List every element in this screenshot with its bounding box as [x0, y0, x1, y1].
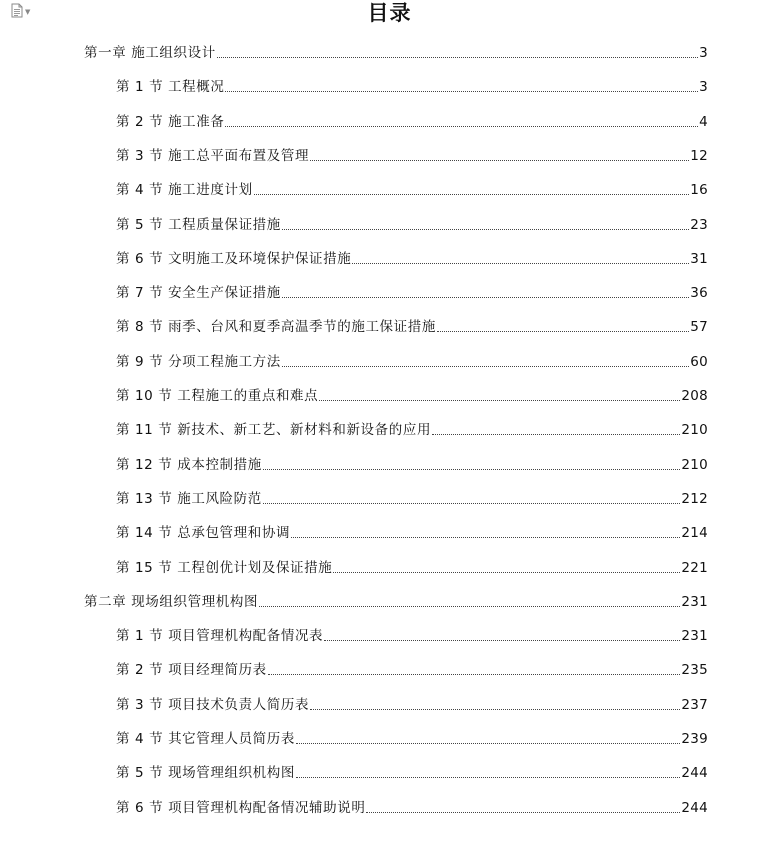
toc-entry-label: 第二章 现场组织管理机构图 — [84, 593, 259, 610]
toc-section-entry[interactable] — [116, 318, 708, 336]
toc-section-entry[interactable] — [116, 284, 708, 302]
toc-dot-leader — [352, 263, 689, 264]
toc-dot-leader — [366, 812, 680, 813]
toc-page-number: 235 — [681, 662, 708, 679]
toc-page-number: 231 — [681, 593, 708, 610]
toc-dot-leader — [282, 229, 689, 230]
toc-dot-leader — [225, 126, 698, 127]
toc-entry-label: 第 1 节 工程概况 — [116, 79, 225, 96]
toc-entry-label: 第一章 施工组织设计 — [84, 45, 216, 61]
toc-page-number: 244 — [681, 765, 708, 782]
toc-entry-label: 第 5 节 工程质量保证措施 — [116, 216, 281, 233]
toc-page-number: 221 — [681, 559, 708, 576]
toc-page-number: 239 — [681, 731, 708, 747]
toc-dot-leader — [291, 537, 680, 538]
toc-page-number: 210 — [681, 456, 708, 473]
toc-entry-label: 第 2 节 项目经理简历表 — [116, 662, 267, 679]
toc-section-entry[interactable] — [116, 216, 708, 234]
toc-section-entry[interactable] — [116, 764, 708, 782]
toc-entry-label: 第 5 节 现场管理组织机构图 — [116, 765, 295, 782]
toc-page-number: 3 — [699, 79, 708, 96]
toc-page-number: 36 — [690, 285, 708, 302]
toc-dot-leader — [324, 640, 680, 641]
toc-page-number: 16 — [690, 182, 708, 199]
toc-page-number: 231 — [681, 628, 708, 645]
toc-section-entry[interactable] — [116, 490, 708, 508]
toc-section-entry[interactable] — [116, 78, 708, 96]
toc-section-entry[interactable] — [116, 524, 708, 542]
toc-dot-leader — [217, 57, 698, 58]
toc-entry-label: 第 3 节 项目技术负责人简历表 — [116, 696, 310, 713]
toc-section-entry[interactable] — [116, 147, 708, 165]
toc-section-entry[interactable] — [116, 250, 708, 268]
toc-page-number: 208 — [681, 388, 708, 404]
toc-page-number: 214 — [681, 525, 708, 542]
toc-page-number: 12 — [690, 147, 708, 164]
toc-section-entry[interactable] — [116, 661, 708, 679]
toc-entry-label: 第 13 节 施工风险防范 — [116, 490, 262, 507]
toc-chapter-entry[interactable] — [84, 593, 708, 611]
toc-entry-label: 第 11 节 新技术、新工艺、新材料和新设备的应用 — [116, 422, 432, 439]
toc-section-entry[interactable] — [116, 559, 708, 577]
toc-dot-leader — [282, 366, 689, 367]
toc-dot-leader — [282, 297, 689, 298]
toc-entry-label: 第 6 节 文明施工及环境保护保证措施 — [116, 250, 352, 267]
toc-section-entry[interactable] — [116, 113, 708, 131]
toc-section-entry[interactable] — [116, 696, 708, 714]
toc-page-number: 4 — [699, 113, 708, 130]
toc-section-entry[interactable] — [116, 627, 708, 645]
toc-page-number: 244 — [681, 799, 708, 816]
page-title: 目录 — [367, 1, 412, 25]
toc-dot-leader — [268, 674, 681, 675]
toc-dot-leader — [259, 606, 680, 607]
toc-page-number: 212 — [681, 490, 708, 507]
toc-page-number: 23 — [690, 216, 708, 233]
toc-dot-leader — [310, 709, 680, 710]
toc-page-number: 31 — [690, 250, 708, 267]
toc-dot-leader — [319, 400, 680, 401]
toc-dot-leader — [296, 777, 680, 778]
toc-dot-leader — [225, 91, 698, 92]
toc-entry-label: 第 6 节 项目管理机构配备情况辅助说明 — [116, 799, 366, 816]
toc-page-number: 3 — [699, 45, 708, 61]
toc-dot-leader — [263, 469, 680, 470]
toc-entry-label: 第 9 节 分项工程施工方法 — [116, 353, 281, 370]
toc-dot-leader — [296, 743, 680, 744]
toc-entry-label: 第 4 节 施工进度计划 — [116, 182, 253, 199]
toc-dot-leader — [437, 331, 689, 332]
toc-entry-label: 第 7 节 安全生产保证措施 — [116, 285, 281, 302]
toc-entry-label: 第 1 节 项目管理机构配备情况表 — [116, 628, 324, 645]
toc-page-number: 60 — [690, 353, 708, 370]
toc-section-entry[interactable] — [116, 181, 708, 199]
toc-page-number: 210 — [681, 422, 708, 439]
toc-entry-label: 第 2 节 施工准备 — [116, 113, 225, 130]
toc-entry-label: 第 15 节 工程创优计划及保证措施 — [116, 559, 333, 576]
toc-entry-label: 第 14 节 总承包管理和协调 — [116, 525, 291, 542]
toc-dot-leader — [432, 434, 680, 435]
toc-entry-label: 第 3 节 施工总平面布置及管理 — [116, 147, 310, 164]
toc-dot-leader — [263, 503, 680, 504]
toc-entry-label: 第 10 节 工程施工的重点和难点 — [116, 388, 319, 404]
toc-section-entry[interactable] — [116, 421, 708, 439]
toc-dot-leader — [254, 194, 690, 195]
toc-section-entry[interactable] — [116, 799, 708, 817]
toc-entry-label: 第 4 节 其它管理人员简历表 — [116, 731, 295, 747]
toc-chapter-entry[interactable] — [84, 44, 708, 62]
toc-dot-leader — [310, 160, 689, 161]
chevron-down-icon: ▼ — [25, 7, 31, 16]
toc-page-number: 57 — [690, 319, 708, 336]
toc-section-entry[interactable] — [116, 456, 708, 474]
toc-page-number: 237 — [681, 696, 708, 713]
toc-section-entry[interactable] — [116, 353, 708, 371]
toc-entry-label: 第 12 节 成本控制措施 — [116, 456, 262, 473]
toc-section-entry[interactable] — [116, 387, 708, 405]
toc-section-entry[interactable] — [116, 730, 708, 748]
toc-entry-label: 第 8 节 雨季、台风和夏季高温季节的施工保证措施 — [116, 319, 436, 336]
toc-dot-leader — [333, 572, 680, 573]
